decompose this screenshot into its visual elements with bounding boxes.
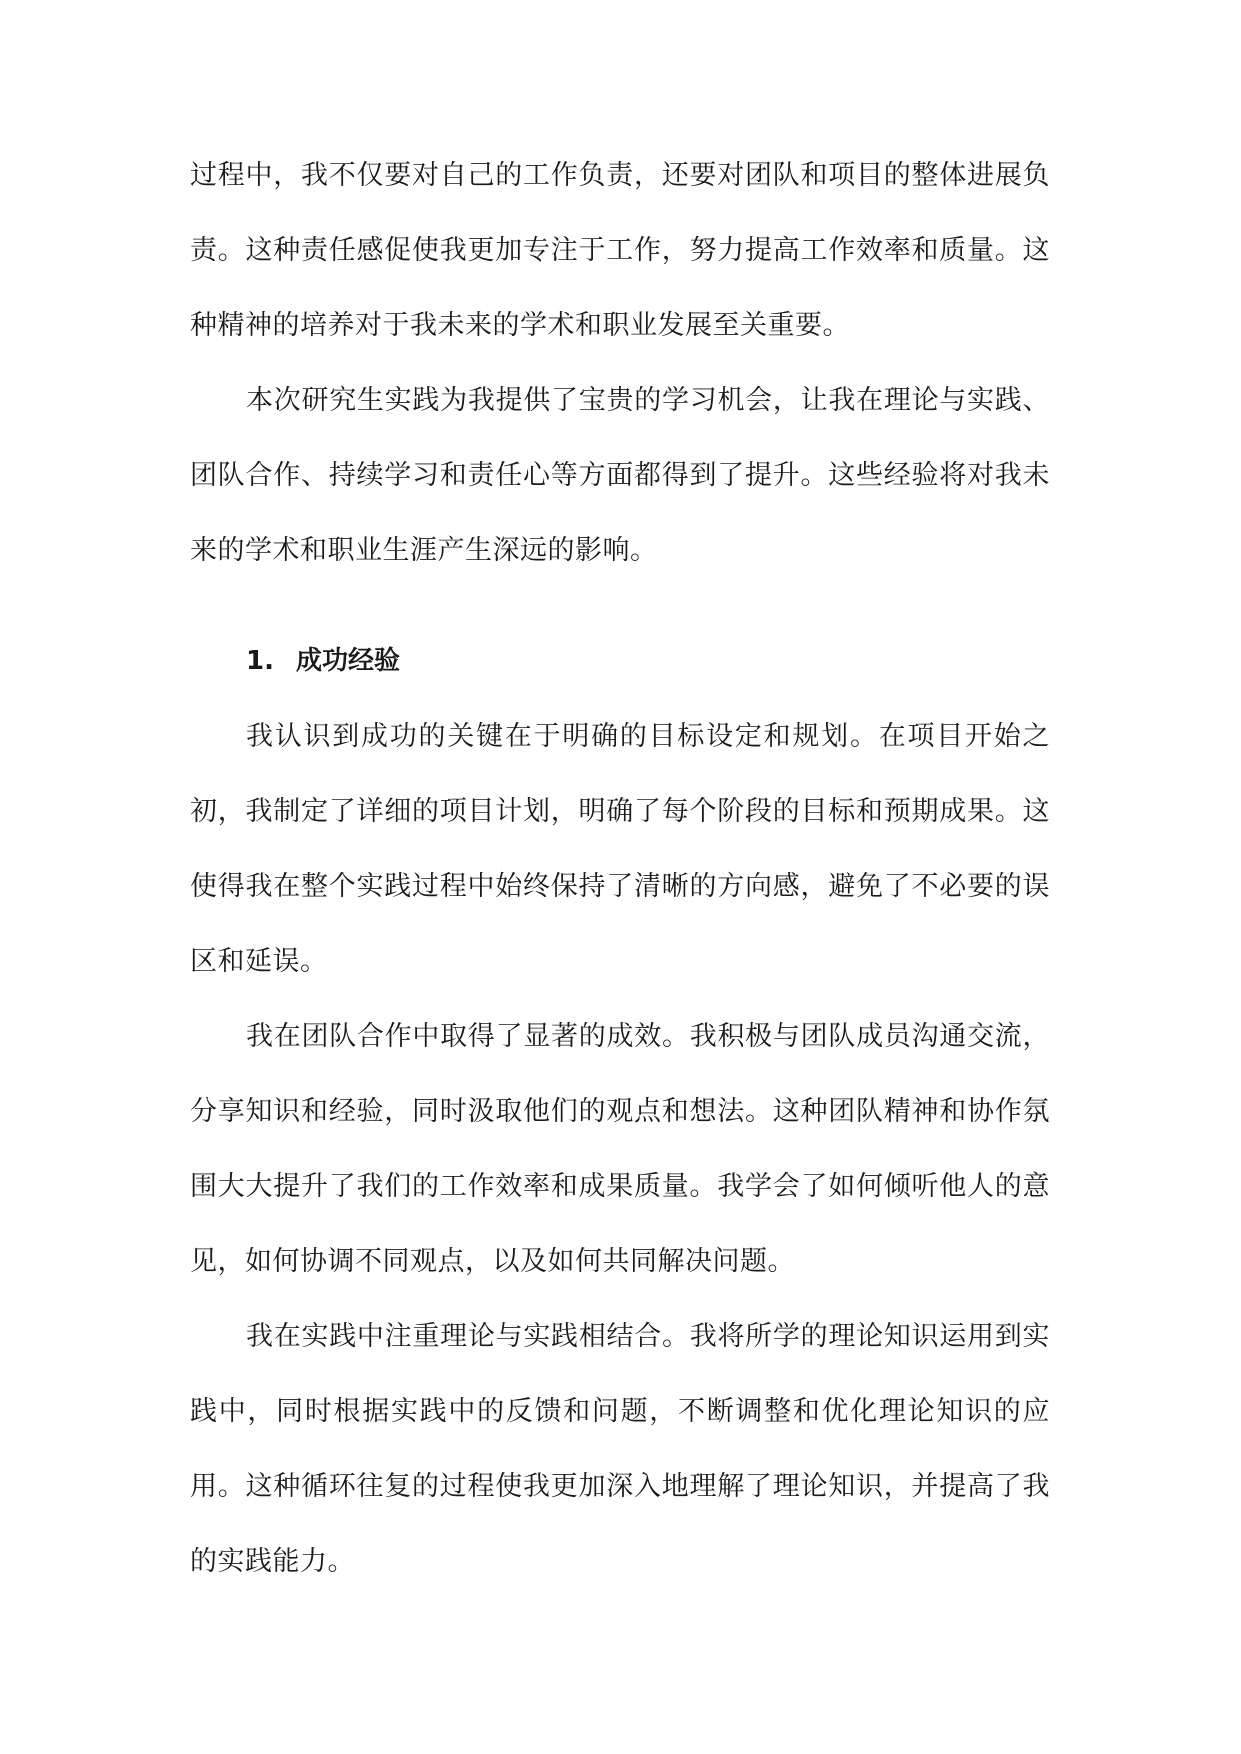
section-heading bbox=[190, 624, 1050, 699]
paragraph-teamwork: 我在团队合作中取得了显著的成效。我积极与团队成员沟通交流，分享知识和经验，同时汲取他们的观点和想法。这种团队精神和协作氛围大大提升了我们的工作效率和成果质量。我学会了如何倾听他人的意见，如何协调不同观点，以及如何共同解决问题。 bbox=[190, 1021, 1050, 1277]
paragraph-goals: 我认识到成功的关键在于明确的目标设定和规划。在项目开始之初，我制定了详细的项目计划，明确了每个阶段的目标和预期成果。这使得我在整个实践过程中始终保持了清晰的方向感，避免了不必要的误区和延误。 bbox=[190, 721, 1050, 977]
paragraph-continued: 过程中，我不仅要对自己的工作负责，还要对团队和项目的整体进展负责。这种责任感促使我更加专注于工作，努力提高工作效率和质量。这种精神的培养对于我未来的学术和职业发展至关重要。 bbox=[190, 160, 1050, 341]
paragraph-theory-practice: 我在实践中注重理论与实践相结合。我将所学的理论知识运用到实践中，同时根据实践中的反馈和问题，不断调整和优化理论知识的应用。这种循环往复的过程使我更加深入地理解了理论知识，并提高了我的实践能力。 bbox=[190, 1321, 1050, 1577]
paragraph-summary: 本次研究生实践为我提供了宝贵的学习机会，让我在理论与实践、团队合作、持续学习和责任心等方面都得到了提升。这些经验将对我未来的学术和职业生涯产生深远的影响。 bbox=[190, 385, 1050, 566]
section-number: 1. bbox=[246, 646, 274, 676]
document-page bbox=[190, 138, 1050, 1599]
section-title: 成功经验 bbox=[295, 646, 400, 676]
